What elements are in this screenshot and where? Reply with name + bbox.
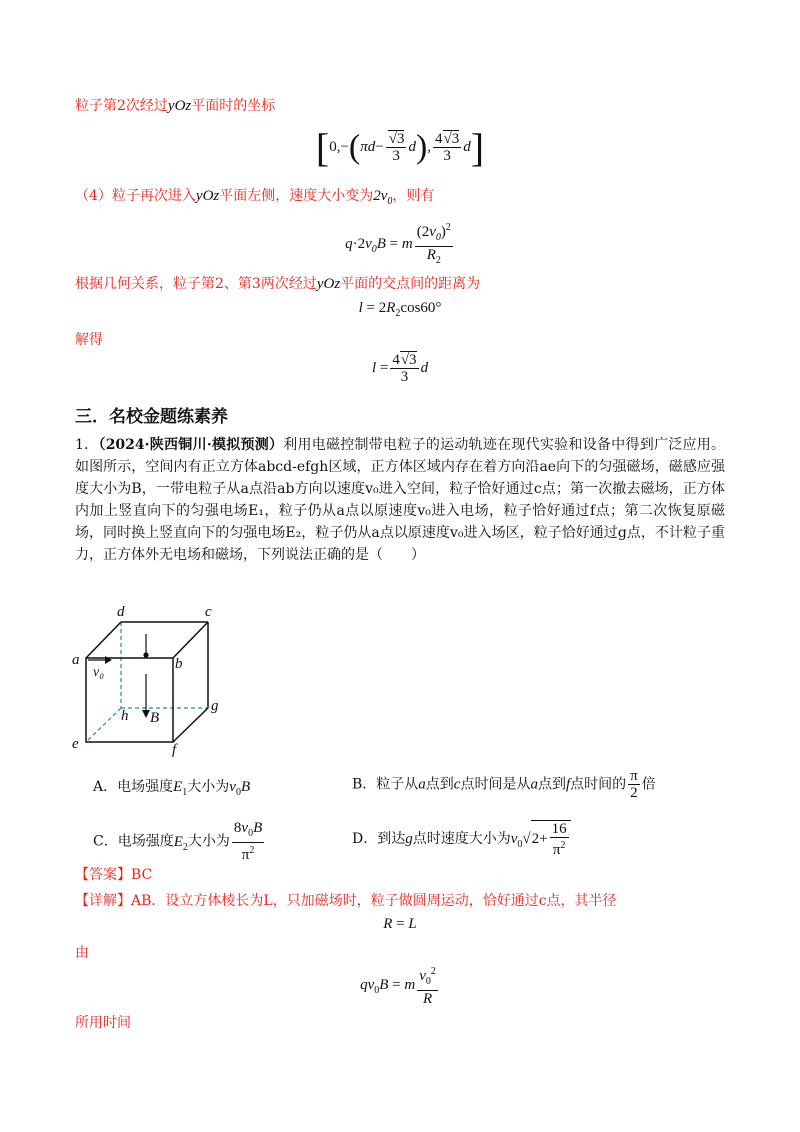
question-number: 1． xyxy=(75,437,99,453)
option-c[interactable]: C．电场强度$E_2$大小为 $\frac{8v_0B}{\pi^2}$ xyxy=(93,820,263,863)
option-a[interactable]: A．电场强度$E_1$大小为$v_0B$ xyxy=(93,779,251,798)
lorentz-formula: $qv_0B = m$ $\frac{v_0^2}{R}$ xyxy=(360,966,436,1007)
section-heading: 三．名校金题练素养 xyxy=(75,407,228,427)
option-b[interactable]: B．粒子从a点到c点时间是从a点到f点时间的 $\frac{\pi}{2}$ 倍 xyxy=(352,768,656,801)
option-d[interactable]: D．到达g点时速度大小为$v_0√2+$ $\frac{16}{\pi^2}$ xyxy=(352,820,571,858)
answer-line xyxy=(75,864,152,886)
detail-by: 由 xyxy=(75,945,89,961)
label-c: c xyxy=(205,604,212,620)
question-text xyxy=(75,434,725,566)
radius-formula: R = L xyxy=(383,916,417,932)
solution-line-3: 根据几何关系，粒子第2、第3两次经过yOz平面的交点间的距离为 xyxy=(75,276,481,292)
detail-text: AB．设立方体棱长为L，只加磁场时，粒子做圆周运动，恰好通过c点，其半径 xyxy=(131,893,617,909)
label-h: h xyxy=(121,708,129,724)
detail-line xyxy=(75,890,617,912)
solution-line-2: （4）粒子再次进入yOz平面左侧，速度大小变为$2v_0$，则有 xyxy=(75,188,435,207)
label-g: g xyxy=(211,698,219,714)
force-formula: $q\cdot 2v_0B = m$ $\frac{(2v_0)^2}{R_2}$ xyxy=(345,222,451,266)
solution-line-1: 粒子第2次经过yOz平面时的坐标 xyxy=(75,98,276,114)
solution-line-4: 解得 xyxy=(75,332,103,348)
result-formula: l = $\frac{4√3}{3}$ d xyxy=(371,352,429,385)
question-body: 利用电磁控制带电粒子的运动轨迹在现代实验和设备中得到广泛应用。如图所示，空间内有正立方体abcd-efgh区域，正方体区域内存在着方向沿ae向下的匀强磁场，磁感应强度大小为B，一带电粒子从a点沿ab方向以速度v₀进入空间，粒子恰好通过c点；第一次撤去磁场，正方体内加上竖直向下的匀强电场E₁，粒子仍从a点以原速度v₀进入电场，粒子恰好通过f点；第二次恢复原磁场，同时换上竖直向下的匀强电场E₂，粒子仍从a点以原速度v₀进入场区，粒子恰好通过g点，不计粒子重力，正方体外无电场和磁场，下列说法正确的是（ ） xyxy=(75,437,725,563)
answer-value: BC xyxy=(131,867,153,883)
label-b: b xyxy=(175,656,183,672)
distance-formula: $l = 2R_2\cos 60^\circ$ xyxy=(358,300,442,319)
label-a: a xyxy=(72,652,80,668)
label-B: B xyxy=(150,710,160,726)
cube-diagram xyxy=(66,600,226,760)
question-source: （2024·陕西铜川·模拟预测） xyxy=(98,437,284,453)
label-e: e xyxy=(72,736,79,752)
coordinate-formula: [0,−(πd− $\frac{√3}{3}$ d), $\frac{4√3}{3}$ d] xyxy=(315,125,485,170)
label-d: d xyxy=(117,604,125,620)
detail-time: 所用时间 xyxy=(75,1015,131,1031)
detail-label: 【详解】 xyxy=(75,893,131,909)
label-v0: v₀ xyxy=(93,665,105,680)
answer-label: 【答案】 xyxy=(75,867,131,883)
label-f: f xyxy=(172,742,177,758)
